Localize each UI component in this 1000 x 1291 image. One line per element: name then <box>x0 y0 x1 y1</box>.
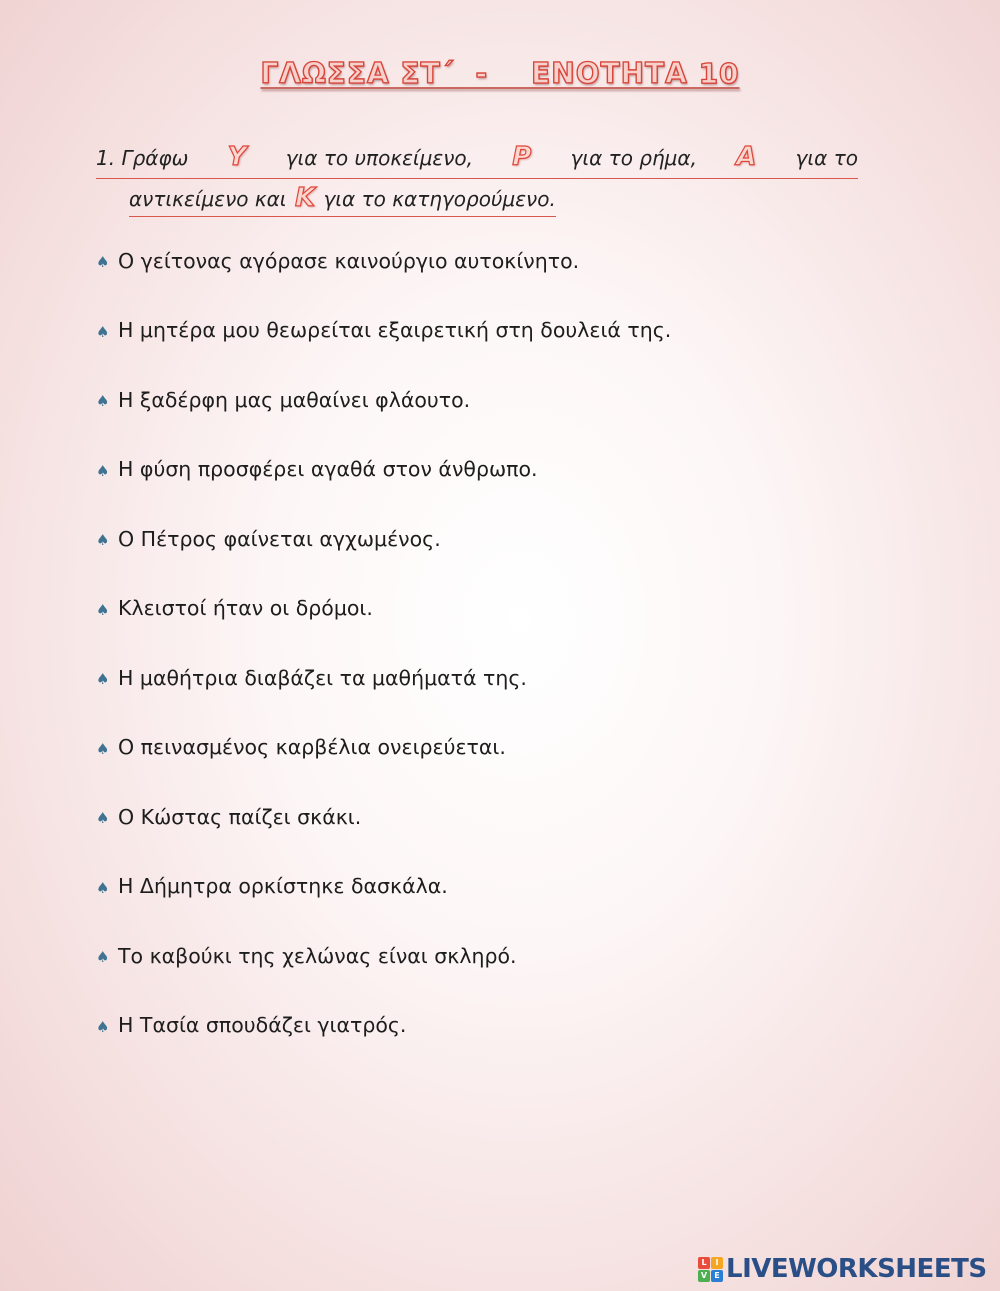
sentence-item <box>96 592 671 662</box>
sentence-text: Η ξαδέρφη μας μαθαίνει φλάουτο. <box>118 387 471 412</box>
sentence-item <box>96 870 671 940</box>
sentence-text: Ο Πέτρος φαίνεται αγχωμένος. <box>118 526 441 551</box>
instruction-line-2 <box>129 182 556 217</box>
sentence-text: Ο πεινασμένος καρβέλια ονειρεύεται. <box>118 735 506 759</box>
spade-icon: ♠ <box>96 600 110 619</box>
sentence-text: Ο γείτονας αγόρασε καινούργιο αυτοκίνητο. <box>118 248 580 273</box>
letter-predicate: Κ <box>294 183 316 213</box>
spade-icon: ♠ <box>96 531 110 550</box>
spade-icon: ♠ <box>96 739 110 758</box>
sentence-item <box>96 522 671 592</box>
instruction-text: αντικείμενο και <box>129 187 287 211</box>
instruction-text: για το υποκείμενο, <box>285 146 473 170</box>
instruction-text: για το <box>795 146 858 170</box>
sentence-text: Η Δήμητρα ορκίστηκε δασκάλα. <box>118 874 448 898</box>
sentence-item <box>96 1009 671 1079</box>
spade-icon: ♠ <box>96 670 110 689</box>
spade-icon: ♠ <box>96 1017 110 1036</box>
logo-letter: V <box>698 1270 710 1282</box>
letter-subject: Υ <box>227 142 247 172</box>
sentence-item <box>96 800 671 870</box>
spade-icon: ♠ <box>96 322 110 341</box>
logo-letter: L <box>698 1257 710 1269</box>
spade-icon: ♠ <box>96 461 110 480</box>
sentence-item <box>96 314 671 384</box>
sentence-text: Κλειστοί ήταν οι δρόμοι. <box>118 596 373 620</box>
sentence-item <box>96 453 671 523</box>
logo-letter: I <box>711 1257 723 1269</box>
sentence-text: Ο Κώστας παίζει σκάκι. <box>118 804 362 829</box>
spade-icon: ♠ <box>96 392 110 411</box>
spade-icon: ♠ <box>96 253 110 272</box>
letter-object: Α <box>736 142 757 172</box>
sentence-text: Το καβούκι της χελώνας είναι σκληρό. <box>118 943 517 968</box>
instruction-line-1 <box>96 138 858 179</box>
sentence-item <box>96 244 671 314</box>
instruction-text: για το κατηγορούμενο. <box>323 187 556 211</box>
sentence-text: Η μαθήτρια διαβάζει τα μαθήματά της. <box>118 665 527 690</box>
instruction-text: για το ρήμα, <box>570 146 697 170</box>
sentence-list <box>96 244 671 1078</box>
worksheet-title: ΓΛΩΣΣΑ ΣΤ΄ - ΕΝΟΤΗΤΑ 10 <box>260 57 740 90</box>
sentence-text: Η Τασία σπουδάζει γιατρός. <box>118 1013 407 1037</box>
spade-icon: ♠ <box>96 878 110 897</box>
sentence-item <box>96 661 671 731</box>
sentence-item <box>96 383 671 453</box>
logo-letter: E <box>711 1270 723 1282</box>
instruction-text: 1. Γράφω <box>96 146 189 170</box>
sentence-text: Η φύση προσφέρει αγαθά στον άνθρωπο. <box>118 457 538 481</box>
brand-name: LIVEWORKSHEETS <box>726 1254 987 1284</box>
liveworksheets-brand[interactable] <box>698 1254 987 1284</box>
letter-verb: Ρ <box>512 142 532 172</box>
sentence-text: Η μητέρα μου θεωρείται εξαιρετική στη δουλειά της. <box>118 318 672 342</box>
liveworksheets-logo-icon <box>698 1257 723 1282</box>
spade-icon: ♠ <box>96 809 110 828</box>
exercise-instruction <box>96 138 858 219</box>
sentence-item <box>96 731 671 801</box>
sentence-item <box>96 939 671 1009</box>
spade-icon: ♠ <box>96 948 110 967</box>
